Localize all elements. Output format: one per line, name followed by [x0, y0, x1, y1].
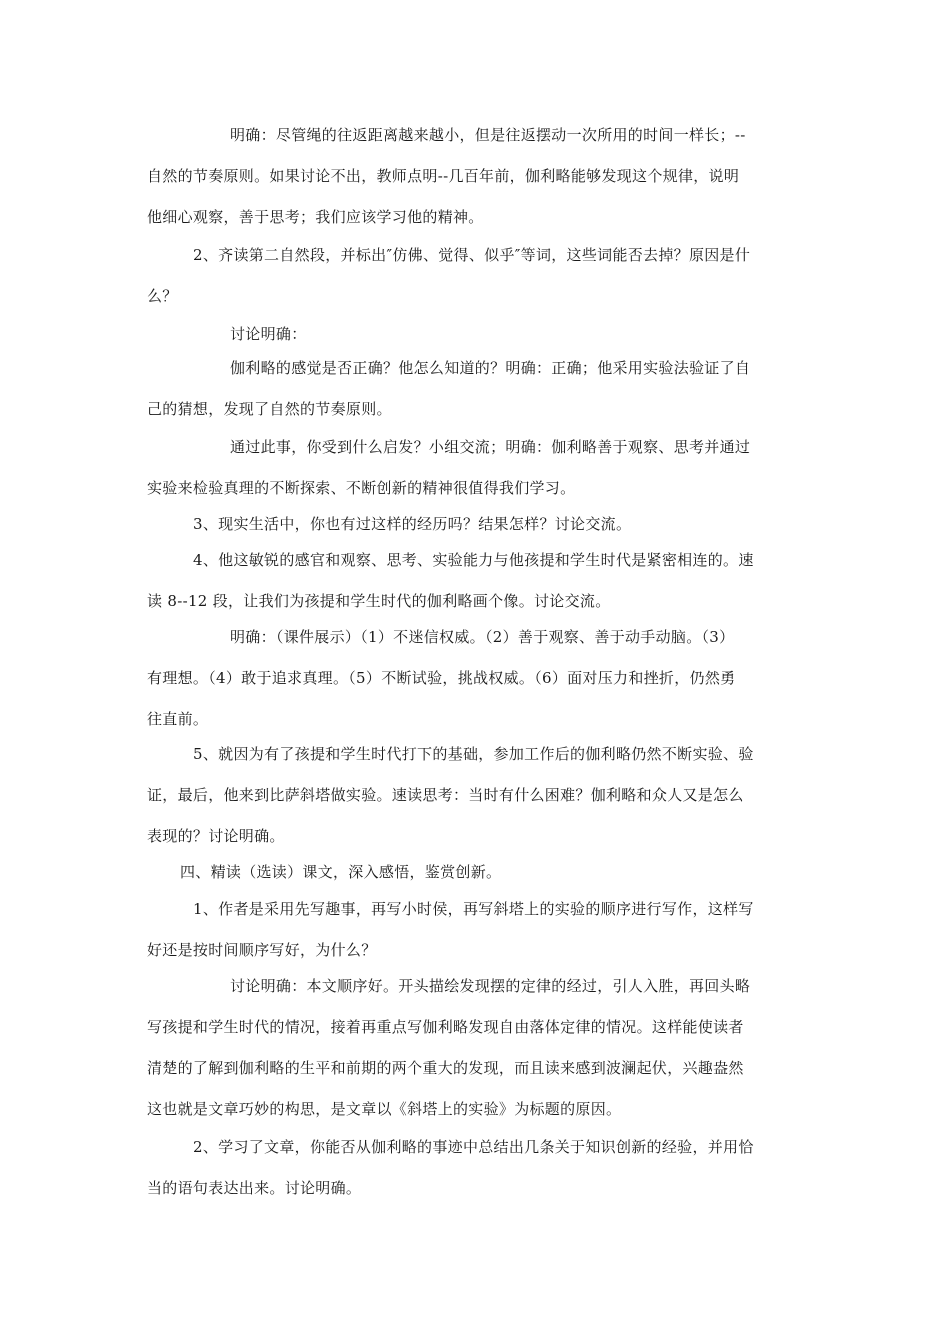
text-line: 己的猜想，发现了自然的节奏原则。	[147, 400, 392, 418]
text-line: 5、就因为有了孩提和学生时代打下的基础，参加工作后的伽利略仍然不断实验、验	[193, 745, 754, 763]
text-line: 2、学习了文章，你能否从伽利略的事迹中总结出几条关于知识创新的经验，并用恰	[193, 1138, 754, 1156]
text-line: 读 8--12 段，让我们为孩提和学生时代的伽利略画个像。讨论交流。	[147, 592, 611, 610]
text-line: 明确：尽管绳的往返距离越来越小，但是往返摆动一次所用的时间一样长；--	[230, 126, 746, 144]
text-line: 写孩提和学生时代的情况，接着再重点写伽利略发现自由落体定律的情况。这样能使读者	[147, 1018, 744, 1036]
text-line: 实验来检验真理的不断探索、不断创新的精神很值得我们学习。	[147, 479, 576, 497]
text-line: 好还是按时间顺序写好，为什么？	[147, 941, 377, 959]
text-line: 2、齐读第二自然段，并标出″仿佛、觉得、似乎″等词，这些词能否去掉？原因是什	[193, 246, 751, 264]
text-line: 3、现实生活中，你也有过这样的经历吗？结果怎样？讨论交流。	[193, 515, 632, 533]
text-line: 讨论明确：本文顺序好。开头描绘发现摆的定律的经过，引人入胜，再回头略	[230, 977, 751, 995]
text-line: 讨论明确：	[230, 325, 307, 343]
text-line: 明确：（课件展示）（1）不迷信权威。（2）善于观察、善于动手动脑。（3）	[230, 628, 735, 646]
text-line: 自然的节奏原则。如果讨论不出，教师点明--几百年前，伽利略能够发现这个规律，说明	[147, 167, 740, 185]
text-line: 1、作者是采用先写趣事，再写小时侯，再写斜塔上的实验的顺序进行写作，这样写	[193, 900, 754, 918]
section-heading: 四、精读（选读）课文，深入感悟，鉴赏创新。	[180, 863, 502, 881]
text-line: 通过此事，你受到什么启发？小组交流；明确：伽利略善于观察、思考并通过	[230, 438, 751, 456]
text-line: 证，最后，他来到比萨斜塔做实验。速读思考：当时有什么困难？伽利略和众人又是怎么	[147, 786, 744, 804]
text-line: 么？	[147, 287, 178, 305]
text-line: 往直前。	[147, 710, 209, 728]
text-line: 这也就是文章巧妙的构思，是文章以《斜塔上的实验》为标题的原因。	[147, 1100, 622, 1118]
text-line: 表现的？讨论明确。	[147, 827, 285, 845]
text-line: 4、他这敏锐的感官和观察、思考、实验能力与他孩提和学生时代是紧密相连的。速	[193, 551, 754, 569]
text-line: 伽利略的感觉是否正确？他怎么知道的？明确：正确；他采用实验法验证了自	[230, 359, 751, 377]
text-line: 有理想。（4）敢于追求真理。（5）不断试验，挑战权威。（6）面对压力和挫折，仍然勇	[147, 669, 736, 687]
text-line: 他细心观察，善于思考；我们应该学习他的精神。	[147, 208, 484, 226]
text-line: 当的语句表达出来。讨论明确。	[147, 1179, 362, 1197]
text-line: 清楚的了解到伽利略的生平和前期的两个重大的发现，而且读来感到波澜起伏，兴趣盎然	[147, 1059, 744, 1077]
